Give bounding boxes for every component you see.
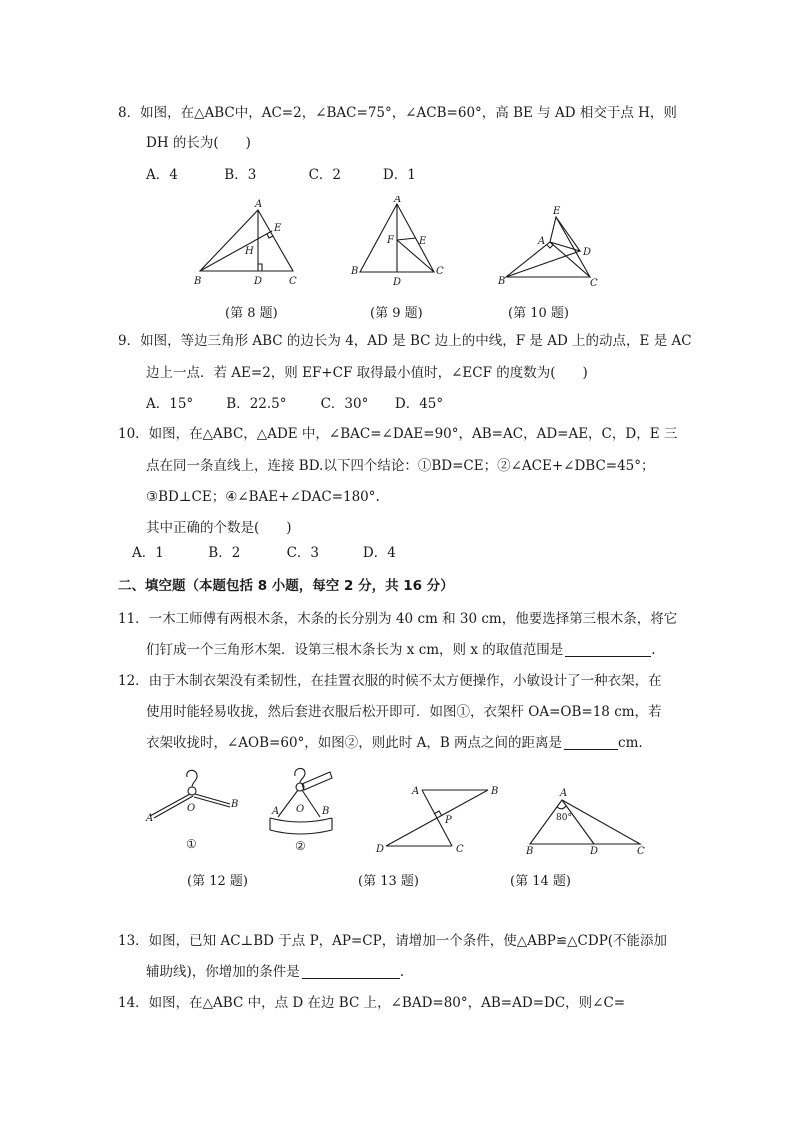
figure-q14 (520, 786, 655, 858)
fig12b-cloth-bottom (270, 830, 332, 834)
fig8-label-d: D (254, 276, 263, 287)
fig8-label-b: B (194, 276, 202, 287)
q10-option-a: A．1 (132, 545, 164, 561)
q10-option-b: B．2 (208, 545, 241, 561)
fig13-segment-bd (386, 790, 488, 846)
q13-line2: 辅助线)，你增加的条件是 (146, 964, 300, 980)
fig12b-cloth-top (270, 818, 332, 822)
q10-option-c: C．3 (286, 545, 320, 561)
q8-option-d: D．1 (382, 167, 416, 183)
fig8-triangle-abc (200, 210, 293, 271)
q9-option-c: C．30° (320, 396, 369, 412)
q9-option-d: D．45° (394, 396, 444, 412)
q10-options (132, 544, 396, 562)
fig12b-mark: ② (295, 839, 306, 853)
q8-option-a: A．4 (146, 167, 178, 183)
fig12b-label-a: A (272, 806, 280, 817)
q8-options (146, 166, 416, 184)
fig10-label-e: E (553, 206, 561, 217)
fig14-label-d: D (590, 846, 599, 857)
q9-option-a: A．15° (146, 396, 194, 412)
q12-line3: 衣架收拢时，∠AOB=60°，如图②，则此时 A，B 两点之间的距离是 (146, 735, 563, 751)
fig12a-label-b: B (231, 799, 239, 810)
fig12a-pivot (188, 787, 196, 795)
fig8-label-a: A (255, 199, 263, 210)
figure-q10 (492, 200, 607, 290)
q10-line1: 10．如图，在△ABC，△ADE 中，∠BAC=∠DAE=90°，AB=AC，AD=AE，C，D，E 三 (118, 426, 678, 442)
q8-line1: 8．如图，在△ABC中，AC=2，∠BAC=75°，∠ACB=60°，高 BE 与 AD 相交于点 H，则 (118, 105, 677, 121)
q11-line2: 们钉成一个三角形木架．设第三根木条长为 x cm，则 x 的取值范围是 (146, 642, 564, 658)
q9-options (146, 395, 443, 413)
fig12a-hook (187, 770, 197, 787)
fig12b-hand (302, 772, 332, 790)
q11-answer-blank[interactable] (565, 642, 651, 657)
q8-line2: DH 的长为( ) (146, 135, 251, 151)
fig13-label-p: P (445, 815, 452, 826)
fig10-label-b: B (498, 276, 506, 287)
fig8-label-e: E (274, 223, 282, 234)
figure-q12-1 (140, 766, 245, 856)
fig12a-label-o: O (187, 803, 196, 814)
q11-line2-end: . (651, 642, 656, 658)
q9-line1: 9．如图，等边三角形 ABC 的边长为 4，AD 是 BC 边上的中线，F 是 AD 上的动点，E 是 AC (118, 333, 692, 349)
fig13-label-d: D (376, 844, 385, 855)
figure-q13 (370, 778, 505, 858)
q9-line2: 边上一点．若 AE=2，则 EF+CF 取得最小值时，∠ECF 的度数为( ) (146, 365, 588, 381)
q13-line1: 13．如图，已知 AC⊥BD 于点 P，AP=CP，请增加一个条件，使△ABP≌△CDP(不能添加 (118, 933, 668, 949)
q13-line2-wrap (146, 963, 404, 981)
q9-option-b: B．22.5° (226, 396, 287, 412)
fig8-right-angle-d (258, 264, 262, 271)
figure-q9 (345, 196, 455, 290)
q13-line2-end: . (399, 964, 405, 980)
fig9-label-e: E (419, 236, 427, 247)
caption-q8: (第 8 题) (225, 306, 278, 321)
fig13-label-c: C (456, 844, 464, 855)
fig9-label-a: A (394, 196, 402, 205)
fig10-label-d: D (583, 247, 592, 258)
fig9-label-f: F (387, 235, 394, 246)
figure-q8 (190, 198, 305, 290)
q12-line3-wrap (146, 734, 643, 752)
q12-line1: 12．由于木制衣架没有柔韧性，在挂置衣服的时候不太方便操作，小敏设计了一种衣架，在 (118, 673, 662, 689)
fig12b-label-b: B (322, 806, 330, 817)
q14-line1: 14．如图，在△ABC 中，点 D 在边 BC 上，∠BAD=80°，AB=AD=DC，则∠C= (118, 995, 626, 1011)
fig12b-hook (295, 768, 305, 783)
caption-q10: (第 10 题) (508, 306, 569, 321)
fig8-altitude-be (200, 231, 272, 271)
fig10-segment-bd (506, 251, 580, 277)
caption-q9: (第 9 题) (370, 306, 423, 321)
fig12a-mark: ① (186, 837, 197, 851)
caption-q14: (第 14 题) (510, 874, 571, 889)
q8-option-c: C．2 (308, 167, 342, 183)
q10-line4: 其中正确的个数是( ) (146, 520, 292, 536)
fig12a-label-a: A (146, 813, 154, 824)
fig13-label-b: B (491, 786, 499, 797)
fig12a-rod-oa (150, 794, 190, 816)
fig14-label-angle: 80° (556, 813, 572, 823)
q12-answer-blank[interactable] (564, 735, 618, 750)
q8-option-b: B．3 (224, 167, 257, 183)
fig10-label-a: A (538, 236, 546, 247)
q13-answer-blank[interactable] (302, 964, 400, 979)
fig10-label-c: C (590, 278, 598, 289)
fig12b-label-o: O (296, 804, 305, 815)
q12-line3-end: cm. (618, 735, 643, 751)
fig14-label-c: C (637, 846, 645, 857)
q12-line2: 使用时能轻易收拢，然后套进衣服后松开即可．如图①，衣架杆 OA=OB=18 cm，若 (146, 704, 662, 720)
q10-line3: ③BD⊥CE；④∠BAE+∠DAC=180°. (146, 489, 380, 505)
section-fill-in-title: 二、填空题（本题包括 8 小题，每空 2 分，共 16 分） (118, 578, 454, 594)
q10-option-d: D．4 (362, 545, 396, 561)
fig9-label-c: C (436, 266, 444, 277)
fig14-label-a: A (560, 788, 568, 799)
fig14-triangle-abc (530, 800, 640, 844)
fig14-label-b: B (526, 846, 534, 857)
q10-line2: 点在同一条直线上，连接 BD.以下四个结论：①BD=CE；②∠ACE+∠DBC=45°； (146, 458, 655, 474)
q11-line2-wrap (146, 641, 656, 659)
caption-q12: (第 12 题) (187, 874, 248, 889)
q11-line1: 11．一木工师傅有两根木条，木条的长分别为 40 cm 和 30 cm，他要选择第三根木条，将它 (118, 611, 678, 627)
fig13-label-a: A (412, 786, 420, 797)
fig12b-rod-oa (278, 790, 298, 817)
caption-q13: (第 13 题) (358, 874, 419, 889)
figure-q12-2 (258, 762, 343, 856)
fig9-segment-cf (397, 240, 434, 272)
fig9-label-b: B (351, 266, 359, 277)
fig14-angle-arc (557, 806, 566, 809)
fig8-label-h: H (245, 246, 254, 257)
fig9-label-d: D (393, 277, 402, 288)
fig9-segment-ef (397, 238, 416, 240)
fig12b-rod-ob (302, 790, 320, 817)
fig8-label-c: C (289, 276, 297, 287)
